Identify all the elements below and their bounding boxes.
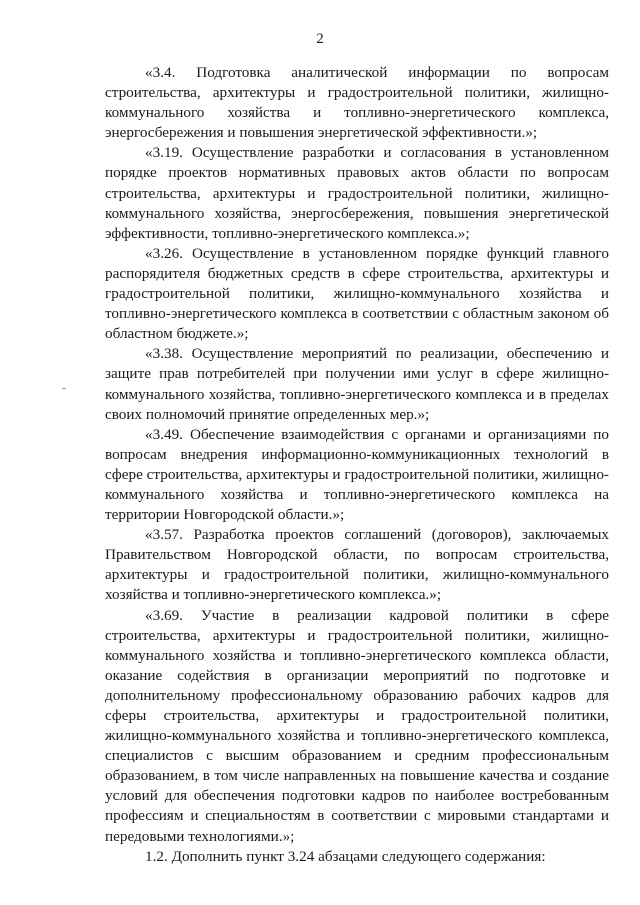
page-number: 2 bbox=[316, 31, 324, 47]
paragraph-3-26: «3.26. Осуществление в установленном порядке функций главного распорядителя бюджетных средств в сфере строительства, архитектуры и градостроительной политики, жилищно-коммунального хозяйства и топливно-энергетического комплекса в соответствии с областным законом об областном бюджете.»; bbox=[105, 244, 609, 343]
paragraph-1-2: 1.2. Дополнить пункт 3.24 абзацами следующего содержания: bbox=[145, 847, 546, 865]
paragraph-3-38: «3.38. Осуществление мероприятий по реализации, обеспечению и защите прав потребителей при получении ими услуг в сфере жилищно-коммунального хозяйства, топливно-энергетического комплекса и в пределах своих полномочий принятие определенных мер.»; bbox=[105, 345, 609, 423]
paragraph-3-4: «3.4. Подготовка аналитической информации по вопросам строительства, архитектуры и градостроительной политики, жилищно-коммунального хозяйства и топливно-энергетического комплекса, энергосбережения и повышения энергетической эффективности.»; bbox=[105, 64, 609, 142]
paragraph-3-49: «3.49. Обеспечение взаимодействия с органами и организациями по вопросам внедрения информационно-коммуникационных технологий в сфере строительства, архитектуры и градостроительной политики, жилищно-коммунального хозяйства и топливно-энергетического комплекса на территории Новгородской области.»; bbox=[105, 425, 609, 524]
paragraph-3-19: «3.19. Осуществление разработки и согласования в установленном порядке проектов нормативных правовых актов области по вопросам строительства, архитектуры и градостроительной политики, жилищно-коммунального хозяйства, энергосбережения, повышения энергетической эффективности, топливно-энергетического комплекса.»; bbox=[105, 144, 609, 242]
paragraph-3-57: «3.57. Разработка проектов соглашений (договоров), заключаемых Правительством Новгородской области, по вопросам строительства, архитектуры и градостроительной политики, жилищно-коммунального хозяйства и топливно-энергетического комплекса.»; bbox=[105, 526, 609, 604]
margin-mark bbox=[62, 388, 66, 389]
paragraph-3-69: «3.69. Участие в реализации кадровой политики в сфере строительства, архитектуры и градостроительной политики, жилищно-коммунального хозяйства и топливно-энергетического комплекса области, оказание содействия в организации мероприятий по подготовке и дополнительному профессиональному образованию рабочих кадров для сферы строительства, архитектуры и градостроительной политики, жилищно-коммунального хозяйства и топливно-энергетического комплекса, специалистов с высшим образованием и средним профессиональным образованием, в том числе направленных на повышение качества и создание условий для обеспечения подготовки кадров по наиболее востребованным профессиям и специальностям в соответствии с мировыми стандартами и передовыми технологиями.»; bbox=[105, 606, 609, 845]
document-body bbox=[105, 63, 609, 867]
